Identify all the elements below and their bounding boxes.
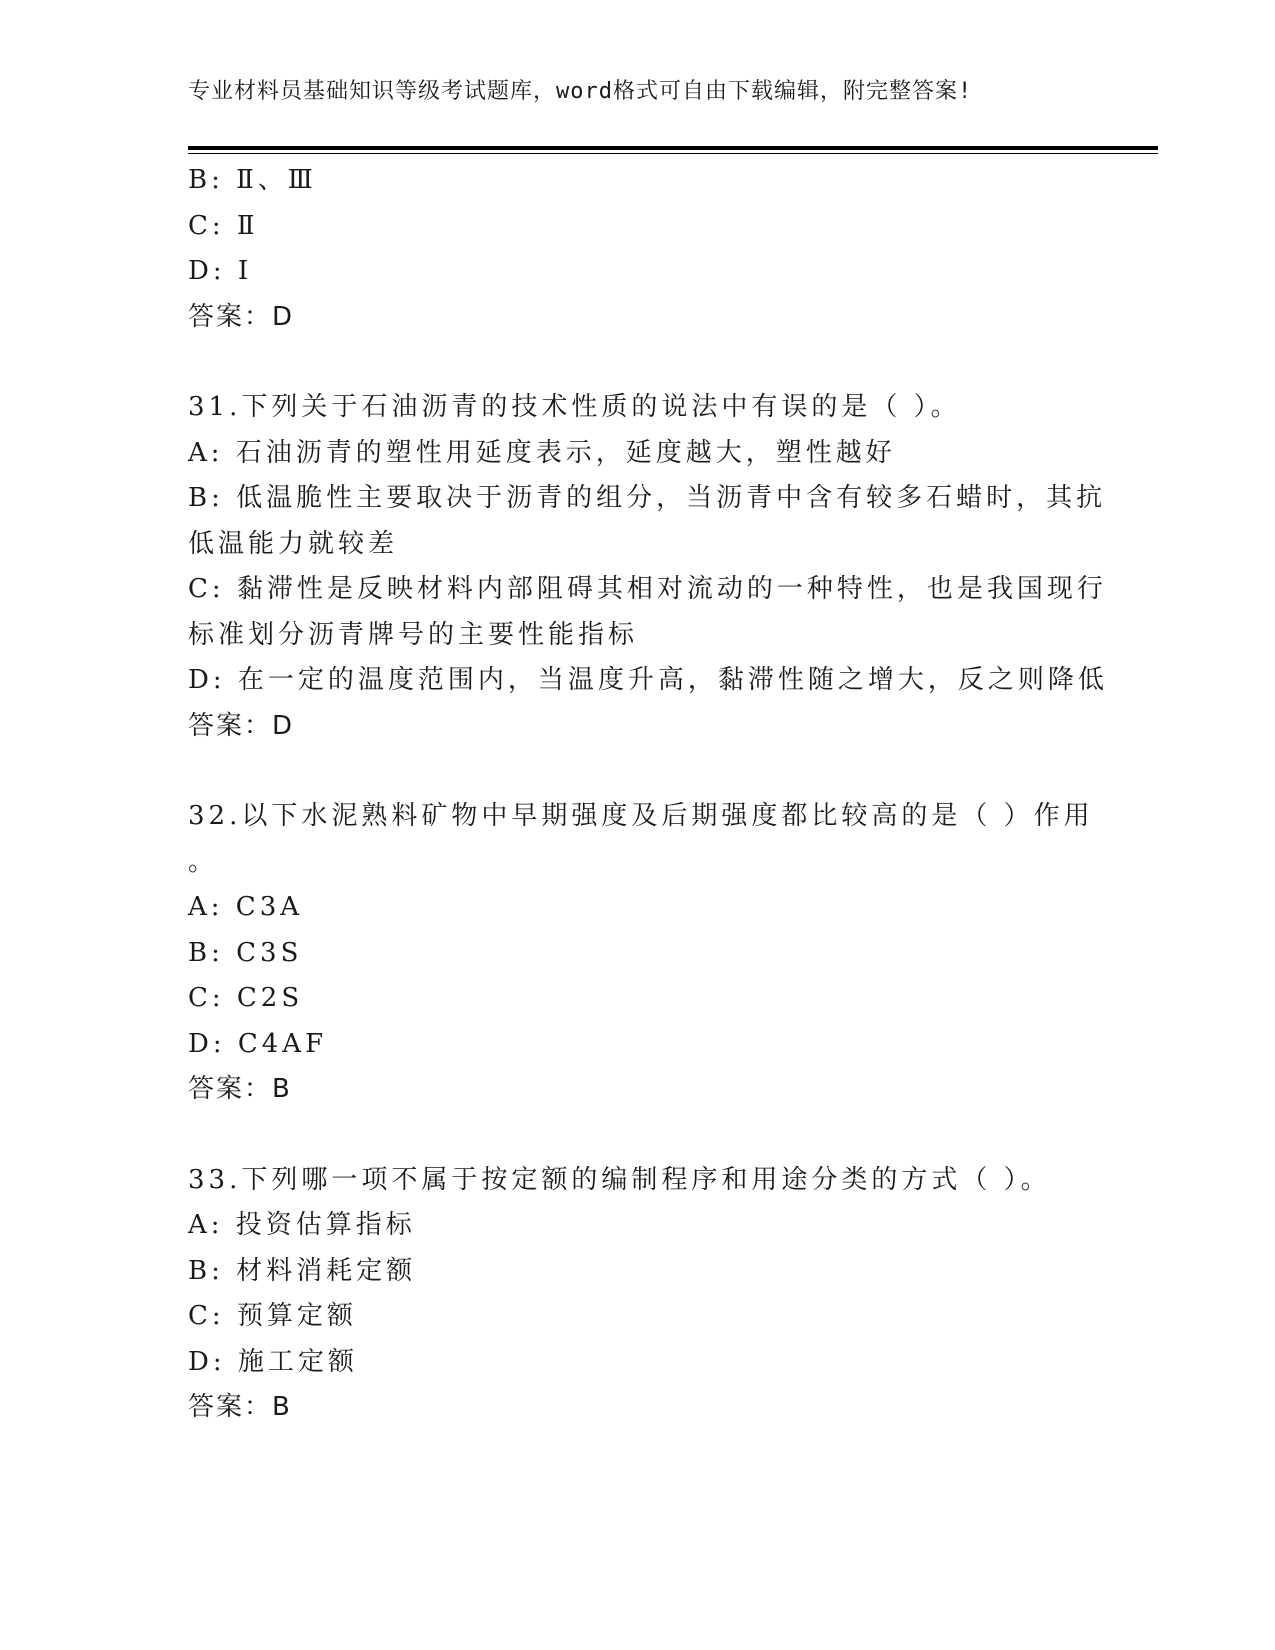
answer: 答案：D bbox=[188, 301, 295, 332]
header-rule-thick bbox=[188, 146, 1158, 150]
option-c: C: 黏滞性是反映材料内部阻碍其相对流动的一种特性，也是我国现行 bbox=[188, 574, 1107, 604]
question-stem-cont: 。 bbox=[188, 846, 219, 877]
question-stem: 33.下列哪一项不属于按定额的编制程序和用途分类的方式（ ）。 bbox=[188, 1164, 1051, 1195]
option-d: D: Ⅰ bbox=[188, 256, 253, 286]
answer: 答案：D bbox=[188, 710, 295, 741]
option-d: D: 施工定额 bbox=[188, 1346, 358, 1377]
document-body bbox=[188, 158, 1108, 1431]
question-32 bbox=[188, 794, 1094, 1113]
option-a: A: 石油沥青的塑性用延度表示，延度越大，塑性越好 bbox=[188, 437, 896, 468]
option-b: B: 低温脆性主要取决于沥青的组分，当沥青中含有较多石蜡时，其抗 bbox=[188, 483, 1107, 513]
option-c-cont: 标准划分沥青牌号的主要性能指标 bbox=[188, 619, 639, 650]
option-b: B: 材料消耗定额 bbox=[188, 1255, 417, 1286]
page-header: 专业材料员基础知识等级考试题库，word格式可自由下载编辑，附完整答案! bbox=[188, 79, 973, 104]
option-d: D: C4AF bbox=[188, 1028, 328, 1059]
option-b: B: C3S bbox=[188, 937, 303, 968]
option-c: C: Ⅱ bbox=[188, 210, 259, 241]
question-33 bbox=[188, 1158, 1088, 1431]
option-c: C: C2S bbox=[188, 983, 304, 1013]
option-b-cont: 低温能力就较差 bbox=[188, 528, 399, 559]
prev-question bbox=[188, 158, 1088, 340]
question-stem: 32.以下水泥熟料矿物中早期强度及后期强度都比较高的是（ ）作用 bbox=[188, 801, 1094, 831]
answer: 答案：B bbox=[188, 1392, 292, 1422]
option-b: B: Ⅱ、Ⅲ bbox=[188, 165, 317, 195]
option-a: A: 投资估算指标 bbox=[188, 1210, 416, 1240]
answer: 答案：B bbox=[188, 1074, 292, 1104]
option-a: A: C3A bbox=[188, 892, 304, 922]
option-d: D: 在一定的温度范围内，当温度升高，黏滞性随之增大，反之则降低 bbox=[188, 665, 1108, 695]
question-stem: 31.下列关于石油沥青的技术性质的说法中有误的是（ ）。 bbox=[188, 392, 961, 422]
option-c: C: 预算定额 bbox=[188, 1301, 357, 1331]
question-31 bbox=[188, 385, 1108, 749]
header-rule-thin bbox=[188, 153, 1158, 154]
